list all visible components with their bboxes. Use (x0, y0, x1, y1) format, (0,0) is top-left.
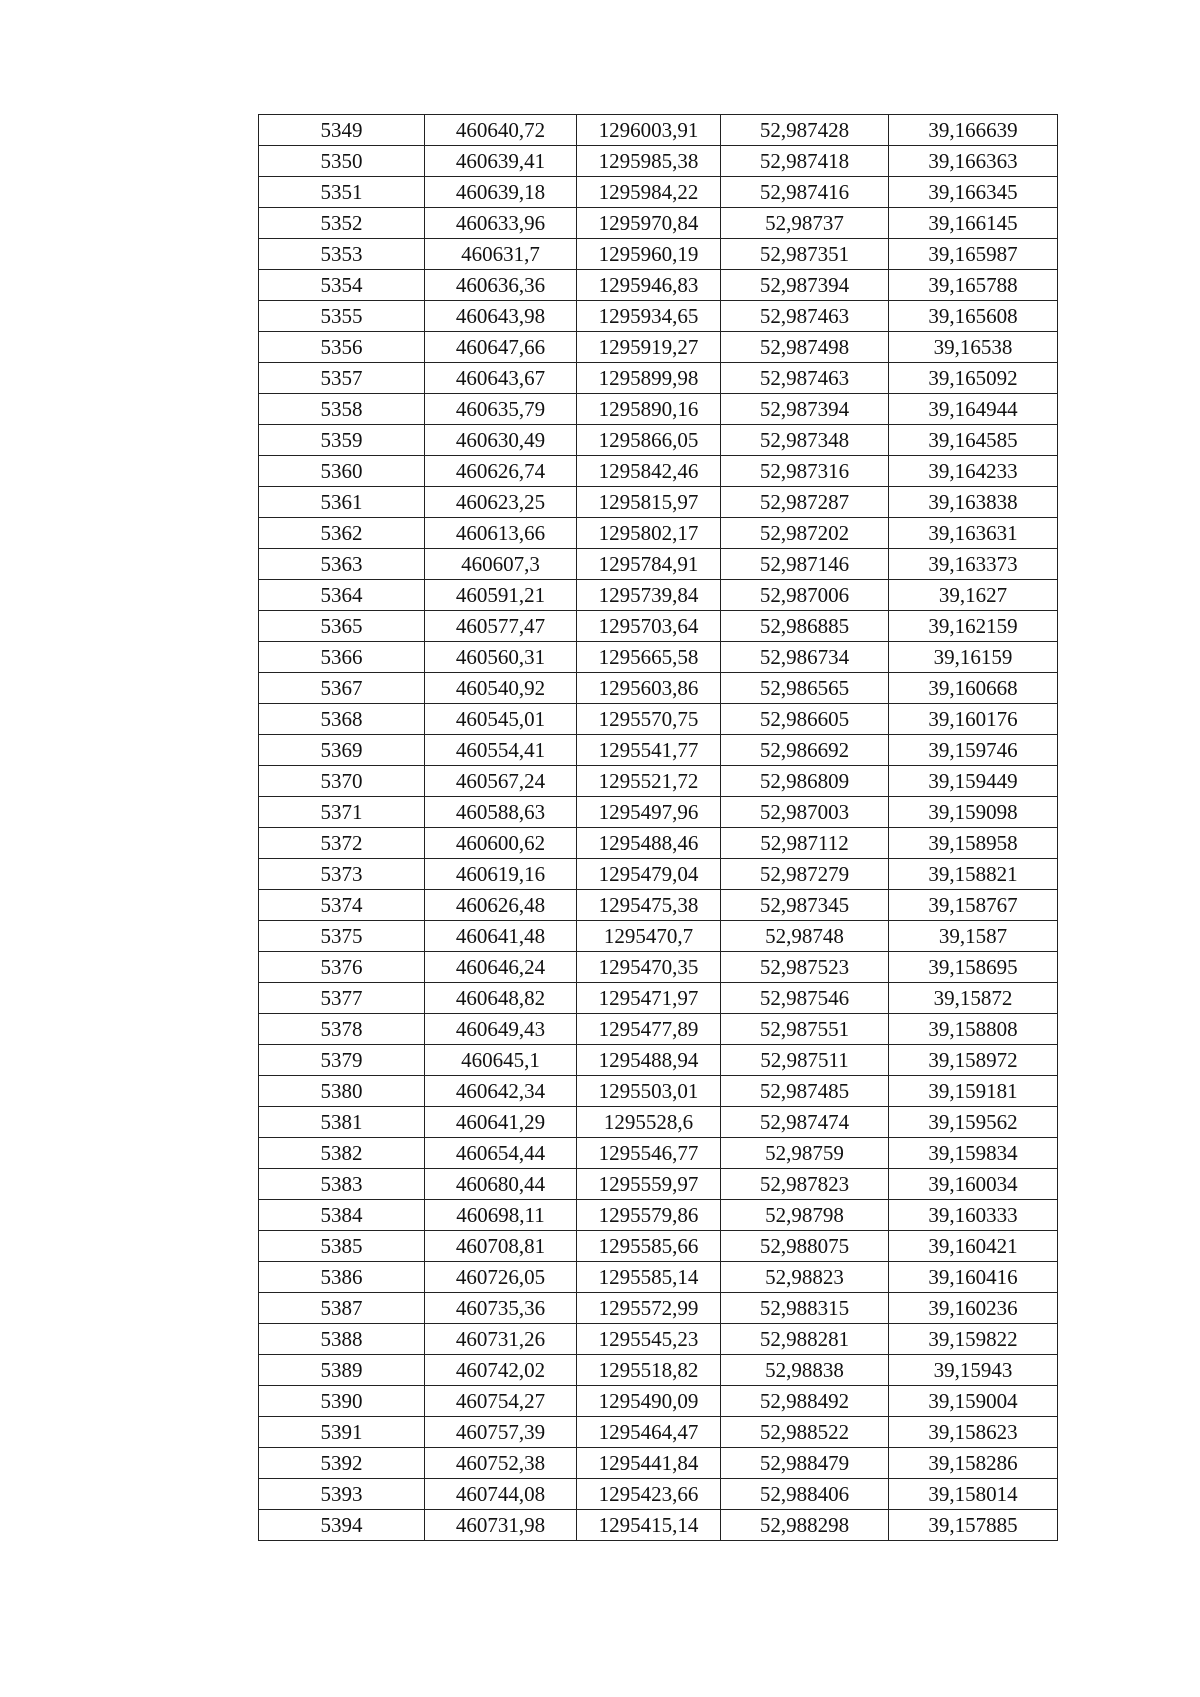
latitude-cell: 52,98823 (721, 1262, 889, 1293)
latitude-cell: 52,987006 (721, 580, 889, 611)
table-row (259, 1324, 1058, 1355)
point-number-cell: 5363 (259, 549, 425, 580)
y-coordinate-cell: 1295585,66 (577, 1231, 721, 1262)
latitude-cell: 52,987316 (721, 456, 889, 487)
latitude-cell: 52,988479 (721, 1448, 889, 1479)
longitude-cell: 39,1587 (889, 921, 1058, 952)
y-coordinate-cell: 1295984,22 (577, 177, 721, 208)
y-coordinate-cell: 1295471,97 (577, 983, 721, 1014)
table-row (259, 394, 1058, 425)
x-coordinate-cell: 460641,48 (425, 921, 577, 952)
x-coordinate-cell: 460642,34 (425, 1076, 577, 1107)
latitude-cell: 52,987394 (721, 270, 889, 301)
table-row (259, 239, 1058, 270)
point-number-cell: 5361 (259, 487, 425, 518)
latitude-cell: 52,986809 (721, 766, 889, 797)
latitude-cell: 52,986692 (721, 735, 889, 766)
x-coordinate-cell: 460726,05 (425, 1262, 577, 1293)
latitude-cell: 52,987823 (721, 1169, 889, 1200)
longitude-cell: 39,163631 (889, 518, 1058, 549)
y-coordinate-cell: 1295802,17 (577, 518, 721, 549)
longitude-cell: 39,160416 (889, 1262, 1058, 1293)
point-number-cell: 5391 (259, 1417, 425, 1448)
longitude-cell: 39,166639 (889, 115, 1058, 146)
table-row (259, 921, 1058, 952)
y-coordinate-cell: 1295490,09 (577, 1386, 721, 1417)
longitude-cell: 39,160333 (889, 1200, 1058, 1231)
latitude-cell: 52,987474 (721, 1107, 889, 1138)
table-row (259, 1231, 1058, 1262)
latitude-cell: 52,987003 (721, 797, 889, 828)
y-coordinate-cell: 1295585,14 (577, 1262, 721, 1293)
x-coordinate-cell: 460630,49 (425, 425, 577, 456)
longitude-cell: 39,165092 (889, 363, 1058, 394)
y-coordinate-cell: 1295603,86 (577, 673, 721, 704)
table-row (259, 611, 1058, 642)
y-coordinate-cell: 1295970,84 (577, 208, 721, 239)
latitude-cell: 52,987418 (721, 146, 889, 177)
latitude-cell: 52,986605 (721, 704, 889, 735)
y-coordinate-cell: 1295899,98 (577, 363, 721, 394)
y-coordinate-cell: 1295528,6 (577, 1107, 721, 1138)
x-coordinate-cell: 460646,24 (425, 952, 577, 983)
point-number-cell: 5365 (259, 611, 425, 642)
longitude-cell: 39,163373 (889, 549, 1058, 580)
x-coordinate-cell: 460757,39 (425, 1417, 577, 1448)
x-coordinate-cell: 460577,47 (425, 611, 577, 642)
longitude-cell: 39,159562 (889, 1107, 1058, 1138)
longitude-cell: 39,166145 (889, 208, 1058, 239)
table-row (259, 518, 1058, 549)
point-number-cell: 5386 (259, 1262, 425, 1293)
y-coordinate-cell: 1295842,46 (577, 456, 721, 487)
table-row (259, 735, 1058, 766)
table-row (259, 1479, 1058, 1510)
table-row (259, 766, 1058, 797)
latitude-cell: 52,987351 (721, 239, 889, 270)
latitude-cell: 52,988492 (721, 1386, 889, 1417)
y-coordinate-cell: 1295815,97 (577, 487, 721, 518)
latitude-cell: 52,988281 (721, 1324, 889, 1355)
y-coordinate-cell: 1295703,64 (577, 611, 721, 642)
table-row (259, 146, 1058, 177)
y-coordinate-cell: 1295488,46 (577, 828, 721, 859)
latitude-cell: 52,988315 (721, 1293, 889, 1324)
longitude-cell: 39,164585 (889, 425, 1058, 456)
x-coordinate-cell: 460567,24 (425, 766, 577, 797)
y-coordinate-cell: 1295739,84 (577, 580, 721, 611)
x-coordinate-cell: 460752,38 (425, 1448, 577, 1479)
point-number-cell: 5351 (259, 177, 425, 208)
point-number-cell: 5373 (259, 859, 425, 890)
point-number-cell: 5357 (259, 363, 425, 394)
table-row (259, 1448, 1058, 1479)
latitude-cell: 52,987279 (721, 859, 889, 890)
x-coordinate-cell: 460731,98 (425, 1510, 577, 1541)
longitude-cell: 39,16538 (889, 332, 1058, 363)
point-number-cell: 5352 (259, 208, 425, 239)
table-row (259, 828, 1058, 859)
latitude-cell: 52,987428 (721, 115, 889, 146)
latitude-cell: 52,988522 (721, 1417, 889, 1448)
longitude-cell: 39,158958 (889, 828, 1058, 859)
longitude-cell: 39,164233 (889, 456, 1058, 487)
table-row (259, 1510, 1058, 1541)
x-coordinate-cell: 460588,63 (425, 797, 577, 828)
x-coordinate-cell: 460698,11 (425, 1200, 577, 1231)
longitude-cell: 39,160236 (889, 1293, 1058, 1324)
x-coordinate-cell: 460545,01 (425, 704, 577, 735)
table-row (259, 1386, 1058, 1417)
longitude-cell: 39,160034 (889, 1169, 1058, 1200)
x-coordinate-cell: 460648,82 (425, 983, 577, 1014)
x-coordinate-cell: 460649,43 (425, 1014, 577, 1045)
y-coordinate-cell: 1295470,35 (577, 952, 721, 983)
point-number-cell: 5393 (259, 1479, 425, 1510)
longitude-cell: 39,158014 (889, 1479, 1058, 1510)
latitude-cell: 52,988406 (721, 1479, 889, 1510)
point-number-cell: 5353 (259, 239, 425, 270)
x-coordinate-cell: 460647,66 (425, 332, 577, 363)
y-coordinate-cell: 1295559,97 (577, 1169, 721, 1200)
point-number-cell: 5370 (259, 766, 425, 797)
longitude-cell: 39,159449 (889, 766, 1058, 797)
x-coordinate-cell: 460626,74 (425, 456, 577, 487)
x-coordinate-cell: 460645,1 (425, 1045, 577, 1076)
latitude-cell: 52,987511 (721, 1045, 889, 1076)
x-coordinate-cell: 460639,41 (425, 146, 577, 177)
latitude-cell: 52,98737 (721, 208, 889, 239)
latitude-cell: 52,986885 (721, 611, 889, 642)
table-row (259, 1014, 1058, 1045)
y-coordinate-cell: 1295441,84 (577, 1448, 721, 1479)
x-coordinate-cell: 460600,62 (425, 828, 577, 859)
point-number-cell: 5366 (259, 642, 425, 673)
y-coordinate-cell: 1295415,14 (577, 1510, 721, 1541)
latitude-cell: 52,987287 (721, 487, 889, 518)
longitude-cell: 39,15872 (889, 983, 1058, 1014)
latitude-cell: 52,987202 (721, 518, 889, 549)
y-coordinate-cell: 1295477,89 (577, 1014, 721, 1045)
point-number-cell: 5356 (259, 332, 425, 363)
y-coordinate-cell: 1296003,91 (577, 115, 721, 146)
x-coordinate-cell: 460639,18 (425, 177, 577, 208)
point-number-cell: 5349 (259, 115, 425, 146)
x-coordinate-cell: 460631,7 (425, 239, 577, 270)
x-coordinate-cell: 460742,02 (425, 1355, 577, 1386)
latitude-cell: 52,98838 (721, 1355, 889, 1386)
latitude-cell: 52,987146 (721, 549, 889, 580)
longitude-cell: 39,160421 (889, 1231, 1058, 1262)
x-coordinate-cell: 460636,36 (425, 270, 577, 301)
point-number-cell: 5367 (259, 673, 425, 704)
point-number-cell: 5377 (259, 983, 425, 1014)
coordinates-table-body (259, 115, 1058, 1541)
longitude-cell: 39,159834 (889, 1138, 1058, 1169)
point-number-cell: 5374 (259, 890, 425, 921)
latitude-cell: 52,987463 (721, 301, 889, 332)
y-coordinate-cell: 1295579,86 (577, 1200, 721, 1231)
table-row (259, 1169, 1058, 1200)
x-coordinate-cell: 460643,67 (425, 363, 577, 394)
table-row (259, 642, 1058, 673)
longitude-cell: 39,165608 (889, 301, 1058, 332)
x-coordinate-cell: 460607,3 (425, 549, 577, 580)
x-coordinate-cell: 460640,72 (425, 115, 577, 146)
x-coordinate-cell: 460554,41 (425, 735, 577, 766)
table-row (259, 1293, 1058, 1324)
point-number-cell: 5394 (259, 1510, 425, 1541)
point-number-cell: 5371 (259, 797, 425, 828)
x-coordinate-cell: 460626,48 (425, 890, 577, 921)
table-row (259, 363, 1058, 394)
point-number-cell: 5359 (259, 425, 425, 456)
point-number-cell: 5378 (259, 1014, 425, 1045)
y-coordinate-cell: 1295545,23 (577, 1324, 721, 1355)
latitude-cell: 52,987416 (721, 177, 889, 208)
longitude-cell: 39,164944 (889, 394, 1058, 425)
latitude-cell: 52,987551 (721, 1014, 889, 1045)
x-coordinate-cell: 460633,96 (425, 208, 577, 239)
table-row (259, 1200, 1058, 1231)
longitude-cell: 39,165987 (889, 239, 1058, 270)
point-number-cell: 5355 (259, 301, 425, 332)
point-number-cell: 5376 (259, 952, 425, 983)
y-coordinate-cell: 1295919,27 (577, 332, 721, 363)
table-row (259, 425, 1058, 456)
x-coordinate-cell: 460731,26 (425, 1324, 577, 1355)
y-coordinate-cell: 1295784,91 (577, 549, 721, 580)
point-number-cell: 5368 (259, 704, 425, 735)
y-coordinate-cell: 1295475,38 (577, 890, 721, 921)
x-coordinate-cell: 460623,25 (425, 487, 577, 518)
point-number-cell: 5384 (259, 1200, 425, 1231)
table-row (259, 890, 1058, 921)
table-row (259, 1417, 1058, 1448)
longitude-cell: 39,158972 (889, 1045, 1058, 1076)
table-row (259, 797, 1058, 828)
y-coordinate-cell: 1295518,82 (577, 1355, 721, 1386)
point-number-cell: 5358 (259, 394, 425, 425)
latitude-cell: 52,987345 (721, 890, 889, 921)
point-number-cell: 5383 (259, 1169, 425, 1200)
latitude-cell: 52,986565 (721, 673, 889, 704)
y-coordinate-cell: 1295423,66 (577, 1479, 721, 1510)
longitude-cell: 39,159098 (889, 797, 1058, 828)
point-number-cell: 5360 (259, 456, 425, 487)
longitude-cell: 39,158623 (889, 1417, 1058, 1448)
table-row (259, 952, 1058, 983)
longitude-cell: 39,158695 (889, 952, 1058, 983)
longitude-cell: 39,158821 (889, 859, 1058, 890)
point-number-cell: 5390 (259, 1386, 425, 1417)
x-coordinate-cell: 460708,81 (425, 1231, 577, 1262)
latitude-cell: 52,987498 (721, 332, 889, 363)
y-coordinate-cell: 1295497,96 (577, 797, 721, 828)
longitude-cell: 39,157885 (889, 1510, 1058, 1541)
x-coordinate-cell: 460591,21 (425, 580, 577, 611)
table-row (259, 115, 1058, 146)
table-row (259, 1045, 1058, 1076)
table-row (259, 859, 1058, 890)
y-coordinate-cell: 1295541,77 (577, 735, 721, 766)
point-number-cell: 5388 (259, 1324, 425, 1355)
latitude-cell: 52,987485 (721, 1076, 889, 1107)
x-coordinate-cell: 460619,16 (425, 859, 577, 890)
table-row (259, 673, 1058, 704)
longitude-cell: 39,1627 (889, 580, 1058, 611)
y-coordinate-cell: 1295890,16 (577, 394, 721, 425)
point-number-cell: 5379 (259, 1045, 425, 1076)
table-row (259, 208, 1058, 239)
y-coordinate-cell: 1295866,05 (577, 425, 721, 456)
longitude-cell: 39,166363 (889, 146, 1058, 177)
longitude-cell: 39,158767 (889, 890, 1058, 921)
x-coordinate-cell: 460643,98 (425, 301, 577, 332)
point-number-cell: 5372 (259, 828, 425, 859)
latitude-cell: 52,988298 (721, 1510, 889, 1541)
x-coordinate-cell: 460654,44 (425, 1138, 577, 1169)
table-row (259, 270, 1058, 301)
x-coordinate-cell: 460613,66 (425, 518, 577, 549)
latitude-cell: 52,987112 (721, 828, 889, 859)
latitude-cell: 52,987394 (721, 394, 889, 425)
longitude-cell: 39,163838 (889, 487, 1058, 518)
latitude-cell: 52,988075 (721, 1231, 889, 1262)
table-row (259, 1107, 1058, 1138)
latitude-cell: 52,98798 (721, 1200, 889, 1231)
table-row (259, 456, 1058, 487)
latitude-cell: 52,987348 (721, 425, 889, 456)
longitude-cell: 39,160176 (889, 704, 1058, 735)
y-coordinate-cell: 1295570,75 (577, 704, 721, 735)
table-row (259, 487, 1058, 518)
longitude-cell: 39,160668 (889, 673, 1058, 704)
table-row (259, 983, 1058, 1014)
y-coordinate-cell: 1295572,99 (577, 1293, 721, 1324)
point-number-cell: 5350 (259, 146, 425, 177)
point-number-cell: 5369 (259, 735, 425, 766)
y-coordinate-cell: 1295521,72 (577, 766, 721, 797)
latitude-cell: 52,987523 (721, 952, 889, 983)
table-row (259, 549, 1058, 580)
table-row (259, 1355, 1058, 1386)
y-coordinate-cell: 1295665,58 (577, 642, 721, 673)
point-number-cell: 5380 (259, 1076, 425, 1107)
table-row (259, 1076, 1058, 1107)
point-number-cell: 5375 (259, 921, 425, 952)
point-number-cell: 5382 (259, 1138, 425, 1169)
point-number-cell: 5387 (259, 1293, 425, 1324)
longitude-cell: 39,158808 (889, 1014, 1058, 1045)
point-number-cell: 5362 (259, 518, 425, 549)
longitude-cell: 39,158286 (889, 1448, 1058, 1479)
y-coordinate-cell: 1295960,19 (577, 239, 721, 270)
x-coordinate-cell: 460560,31 (425, 642, 577, 673)
longitude-cell: 39,159004 (889, 1386, 1058, 1417)
longitude-cell: 39,159746 (889, 735, 1058, 766)
coordinates-table (258, 114, 1058, 1541)
point-number-cell: 5385 (259, 1231, 425, 1262)
longitude-cell: 39,165788 (889, 270, 1058, 301)
latitude-cell: 52,987463 (721, 363, 889, 394)
table-row (259, 580, 1058, 611)
latitude-cell: 52,98748 (721, 921, 889, 952)
longitude-cell: 39,159181 (889, 1076, 1058, 1107)
y-coordinate-cell: 1295479,04 (577, 859, 721, 890)
point-number-cell: 5364 (259, 580, 425, 611)
x-coordinate-cell: 460754,27 (425, 1386, 577, 1417)
y-coordinate-cell: 1295546,77 (577, 1138, 721, 1169)
table-row (259, 704, 1058, 735)
x-coordinate-cell: 460680,44 (425, 1169, 577, 1200)
y-coordinate-cell: 1295503,01 (577, 1076, 721, 1107)
y-coordinate-cell: 1295470,7 (577, 921, 721, 952)
x-coordinate-cell: 460641,29 (425, 1107, 577, 1138)
longitude-cell: 39,166345 (889, 177, 1058, 208)
table-row (259, 1262, 1058, 1293)
y-coordinate-cell: 1295985,38 (577, 146, 721, 177)
point-number-cell: 5389 (259, 1355, 425, 1386)
latitude-cell: 52,987546 (721, 983, 889, 1014)
longitude-cell: 39,159822 (889, 1324, 1058, 1355)
latitude-cell: 52,986734 (721, 642, 889, 673)
table-row (259, 301, 1058, 332)
y-coordinate-cell: 1295934,65 (577, 301, 721, 332)
x-coordinate-cell: 460540,92 (425, 673, 577, 704)
x-coordinate-cell: 460635,79 (425, 394, 577, 425)
point-number-cell: 5381 (259, 1107, 425, 1138)
x-coordinate-cell: 460744,08 (425, 1479, 577, 1510)
y-coordinate-cell: 1295464,47 (577, 1417, 721, 1448)
longitude-cell: 39,15943 (889, 1355, 1058, 1386)
y-coordinate-cell: 1295488,94 (577, 1045, 721, 1076)
table-row (259, 1138, 1058, 1169)
longitude-cell: 39,162159 (889, 611, 1058, 642)
table-row (259, 332, 1058, 363)
y-coordinate-cell: 1295946,83 (577, 270, 721, 301)
table-row (259, 177, 1058, 208)
x-coordinate-cell: 460735,36 (425, 1293, 577, 1324)
point-number-cell: 5354 (259, 270, 425, 301)
point-number-cell: 5392 (259, 1448, 425, 1479)
longitude-cell: 39,16159 (889, 642, 1058, 673)
latitude-cell: 52,98759 (721, 1138, 889, 1169)
